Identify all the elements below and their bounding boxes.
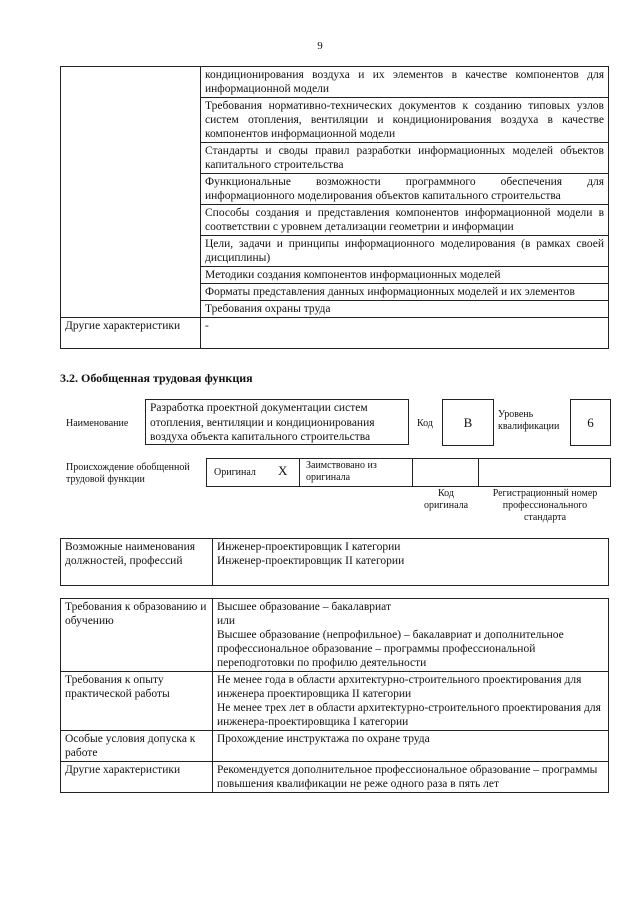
code-original-caption: Код оригинала xyxy=(423,488,469,511)
code-label: Код xyxy=(417,418,433,429)
education-item: Высшее образование – бакалавриат xyxy=(217,601,391,613)
level-label: Уровень квалификации xyxy=(498,409,560,432)
conditions-value: Прохождение инструктажа по охране труда xyxy=(213,731,609,762)
education-item: или xyxy=(217,615,236,627)
level-value: 6 xyxy=(587,414,594,430)
origin-label: Происхождение обобщенной трудовой функции xyxy=(66,462,190,485)
table-row xyxy=(61,539,609,586)
function-name-value: Разработка проектной документации систем отопления, вентиляции и кондиционирования воздуха объекта капитального строительства xyxy=(150,402,375,443)
position-item: Инженер-проектировщик II категории xyxy=(217,555,405,567)
position-item: Инженер-проектировщик I категории xyxy=(217,541,401,553)
knowledge-table xyxy=(60,66,609,349)
original-mark: X xyxy=(278,463,288,478)
table-row xyxy=(61,318,609,349)
experience-values xyxy=(213,672,609,731)
section-title: 3.2. Обобщенная трудовая функция xyxy=(60,371,253,385)
experience-item: Не менее трех лет в области архитектурно-строительного проектирования для инженера-проектировщика I категории xyxy=(217,702,601,728)
table-row xyxy=(61,67,609,98)
original-label: Оригинал xyxy=(214,467,256,478)
other-characteristics-label: Другие характеристики xyxy=(61,762,213,793)
positions-table xyxy=(60,538,609,586)
conditions-label: Особые условия допуска к работе xyxy=(61,731,213,762)
page-number: 9 xyxy=(317,40,323,52)
name-label: Наименование xyxy=(66,418,129,429)
requirement-item: Методики создания компонентов информационных моделей xyxy=(201,267,609,284)
table-row xyxy=(61,672,609,731)
education-label: Требования к образованию и обучению xyxy=(61,599,213,672)
level-value-box xyxy=(570,399,611,446)
divider xyxy=(299,458,300,486)
requirement-item: Требования нормативно-технических документов к созданию типовых узлов систем отопления, вентиляции и кондиционирования воздуха в качестве компонентов информационной модели xyxy=(201,98,609,143)
requirement-item: Цели, задачи и принципы информационного моделирования (в рамках своей дисциплины) xyxy=(201,236,609,267)
reg-number-caption: Регистрационный номер профессионального стандарта xyxy=(492,488,598,523)
table-row xyxy=(61,762,609,793)
education-item: Высшее образование (непрофильное) – бакалавриат и дополнительное профессиональное образование – программы профессиональной переподготовки по профилю деятельности xyxy=(217,629,564,669)
experience-label: Требования к опыту практической работы xyxy=(61,672,213,731)
positions-values xyxy=(213,539,609,586)
table-cell-empty xyxy=(61,67,201,318)
experience-item: Не менее года в области архитектурно-строительного проектирования для инженера проектировщика II категории xyxy=(217,674,582,700)
code-value-box xyxy=(442,399,494,446)
table-row xyxy=(61,731,609,762)
function-name-box xyxy=(145,399,409,445)
requirement-item: Функциональные возможности программного обеспечения для информационного моделирования объектов капитального строительства xyxy=(201,174,609,205)
code-value: B xyxy=(463,414,473,430)
borrowed-label: Заимствовано из оригинала xyxy=(306,460,377,483)
requirement-item: Форматы представления данных информационных моделей и их элементов xyxy=(201,284,609,301)
other-characteristics-value: Рекомендуется дополнительное профессиональное образование – программы повышения квалификации не реже одного раза в пять лет xyxy=(213,762,609,793)
divider xyxy=(478,458,479,486)
education-values xyxy=(213,599,609,672)
table-row xyxy=(61,599,609,672)
positions-label: Возможные наименования должностей, профессий xyxy=(61,539,213,586)
other-characteristics-value: - xyxy=(201,318,609,349)
requirement-item: Способы создания и представления компонентов информационной модели в соответствии с уровнем детализации геометрии и информации xyxy=(201,205,609,236)
requirements-table xyxy=(60,598,609,793)
requirement-item: кондиционирования воздуха и их элементов в качестве компонентов для информационной модели xyxy=(201,67,609,98)
other-characteristics-label: Другие характеристики xyxy=(61,318,201,349)
requirement-item: Стандарты и своды правил разработки информационных моделей объектов капитального строительства xyxy=(201,143,609,174)
divider xyxy=(412,458,413,486)
requirement-item: Требования охраны труда xyxy=(201,301,609,318)
